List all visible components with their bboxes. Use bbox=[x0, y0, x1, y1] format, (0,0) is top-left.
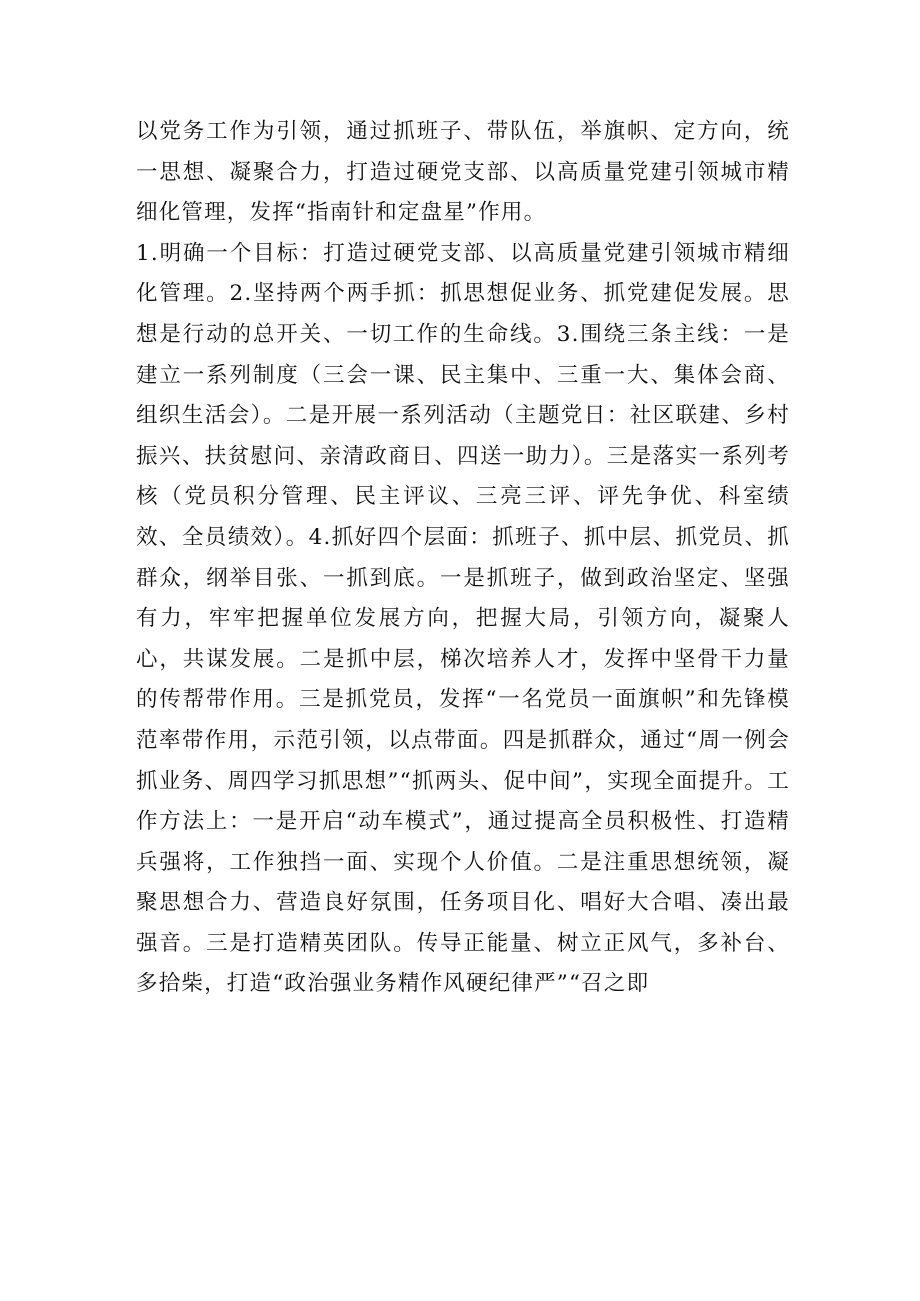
paragraph-main: 1.明确一个目标：打造过硬党支部、以高质量党建引领城市精细化管理。2.坚持两个两手抓：抓思想促业务、抓党建促发展。思想是行动的总开关、一切工作的生命线。3.围绕三条主线：一是建立一系列制度（三会一课、民主集中、三重一大、集体会商、组织生活会）。二是开展一系列活动（主题党日：社区联建、乡村振兴、扶贫慰问、亲清政商日、四送一助力）。三是落实一系列考核（党员积分管理、民主评议、三亮三评、评先争优、科室绩效、全员绩效）。4.抓好四个层面：抓班子、抓中层、抓党员、抓群众，纲举目张、一抓到底。一是抓班子，做到政治坚定、坚强有力，牢牢把握单位发展方向，把握大局，引领方向，凝聚人心，共谋发展。二是抓中层，梯次培养人才，发挥中坚骨干力量的传帮带作用。三是抓党员，发挥“一名党员一面旗帜”和先锋模范率带作用，示范引领，以点带面。四是抓群众，通过“周一例会抓业务、周四学习抓思想”“抓两头、促中间”，实现全面提升。工作方法上：一是开启“动车模式”，通过提高全员积极性、打造精兵强将，工作独挡一面、实现个人价值。二是注重思想统领，凝聚思想合力、营造良好氛围，任务项目化、唱好大合唱、凑出最强音。三是打造精英团队。传导正能量、树立正风气，多补台、多拾柴，打造“政治强业务精作风硬纪律严”“召之即 bbox=[136, 240, 790, 997]
paragraph-intro: 以党务工作为引领，通过抓班子、带队伍，举旗帜、定方向，统一思想、凝聚合力，打造过硬党支部、以高质量党建引领城市精细化管理，发挥“指南针和定盘星”作用。 bbox=[136, 119, 790, 226]
document-body bbox=[136, 112, 790, 1005]
